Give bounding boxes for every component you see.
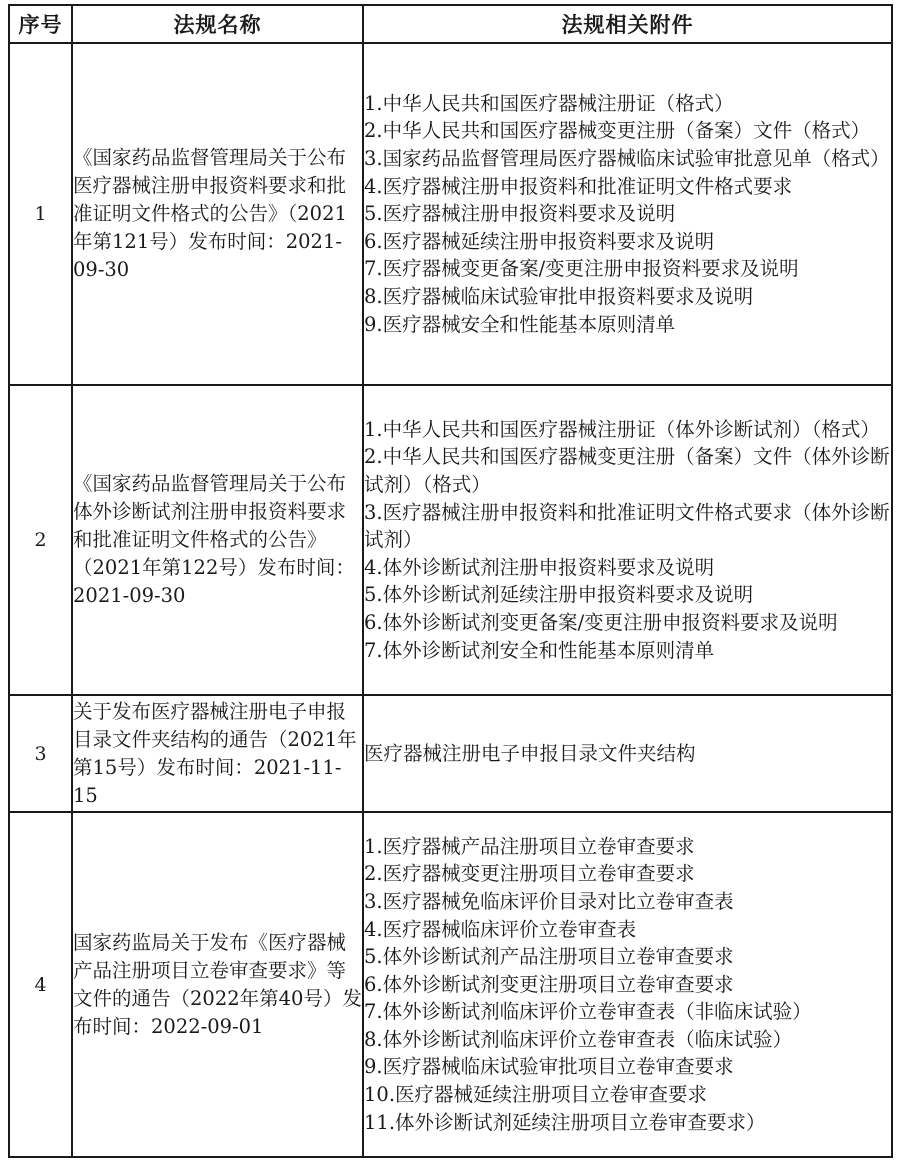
attachment-item: 10.医疗器械延续注册项目立卷审查要求 (364, 1083, 708, 1107)
attachment-item: 4.医疗器械临床评价立卷审查表 (364, 917, 637, 941)
attachment-item: 6.医疗器械延续注册申报资料要求及说明 (364, 229, 715, 253)
attachment-item: 2.医疗器械变更注册项目立卷审查要求 (364, 862, 695, 886)
attachment-list (363, 385, 892, 695)
attachment-item: 医疗器械注册电子申报目录文件夹结构 (364, 741, 696, 765)
attachment-item: 1.医疗器械产品注册项目立卷审查要求 (364, 834, 695, 858)
header-regulation-name: 法规名称 (72, 5, 363, 43)
attachment-item: 7.医疗器械变更备案/变更注册申报资料要求及说明 (364, 257, 799, 281)
attachment-item: 3.国家药品监督管理局医疗器械临床试验审批意见单（格式） (364, 147, 890, 171)
attachment-item: 4.体外诊断试剂注册申报资料要求及说明 (364, 555, 715, 579)
row-number: 2 (9, 385, 72, 695)
row-number: 4 (9, 812, 72, 1157)
regulations-table (8, 4, 893, 1158)
attachment-item: 9.医疗器械临床试验审批项目立卷审查要求 (364, 1055, 734, 1079)
attachment-item: 5.体外诊断试剂产品注册项目立卷审查要求 (364, 945, 734, 969)
row-number: 3 (9, 695, 72, 812)
attachment-item: 8.体外诊断试剂临床评价立卷审查表（临床试验） (364, 1027, 793, 1051)
attachment-item: 11.体外诊断试剂延续注册项目立卷审查要求） (364, 1110, 766, 1134)
attachment-item: 5.医疗器械注册申报资料要求及说明 (364, 202, 676, 226)
attachment-item: 4.医疗器械注册申报资料和批准证明文件格式要求 (364, 174, 793, 198)
table-row (9, 812, 892, 1157)
attachment-item: 3.医疗器械注册申报资料和批准证明文件格式要求（体外诊断试剂） (364, 500, 890, 552)
attachment-item: 1.中华人民共和国医疗器械注册证（格式） (364, 91, 734, 115)
regulation-name: 关于发布医疗器械注册电子申报目录文件夹结构的通告（2021年第15号）发布时间：2021-11-15 (72, 695, 363, 812)
table-row (9, 695, 892, 812)
header-attachments: 法规相关附件 (363, 5, 892, 43)
table-row (9, 385, 892, 695)
attachment-item: 5.体外诊断试剂延续注册申报资料要求及说明 (364, 583, 754, 607)
attachment-item: 9.医疗器械安全和性能基本原则清单 (364, 312, 676, 336)
attachment-item: 1.中华人民共和国医疗器械注册证（体外诊断试剂）（格式） (364, 417, 880, 441)
attachment-item: 3.医疗器械免临床评价目录对比立卷审查表 (364, 889, 734, 913)
attachment-item: 6.体外诊断试剂变更备案/变更注册申报资料要求及说明 (364, 610, 838, 634)
attachment-item: 8.医疗器械临床试验审批申报资料要求及说明 (364, 284, 754, 308)
header-number: 序号 (9, 5, 72, 43)
regulation-name: 国家药监局关于发布《医疗器械产品注册项目立卷审查要求》等文件的通告（2022年第40号）发布时间：2022-09-01 (72, 812, 363, 1157)
attachment-item: 7.体外诊断试剂临床评价立卷审查表（非临床试验） (364, 1000, 812, 1024)
header-row (9, 5, 892, 43)
attachment-item: 6.体外诊断试剂变更注册项目立卷审查要求 (364, 972, 734, 996)
row-number: 1 (9, 43, 72, 385)
attachment-item: 7.体外诊断试剂安全和性能基本原则清单 (364, 638, 715, 662)
regulation-name: 《国家药品监督管理局关于公布医疗器械注册申报资料要求和批准证明文件格式的公告》（2021年第121号）发布时间：2021-09-30 (72, 43, 363, 385)
attachment-list (363, 43, 892, 385)
attachment-list (363, 695, 892, 812)
attachment-item: 2.中华人民共和国医疗器械变更注册（备案）文件（体外诊断试剂）（格式） (364, 445, 890, 497)
regulation-name: 《国家药品监督管理局关于公布体外诊断试剂注册申报资料要求和批准证明文件格式的公告》（2021年第122号）发布时间：2021-09-30 (72, 385, 363, 695)
table-row (9, 43, 892, 385)
attachment-item: 2.中华人民共和国医疗器械变更注册（备案）文件（格式） (364, 119, 871, 143)
attachment-list (363, 812, 892, 1157)
